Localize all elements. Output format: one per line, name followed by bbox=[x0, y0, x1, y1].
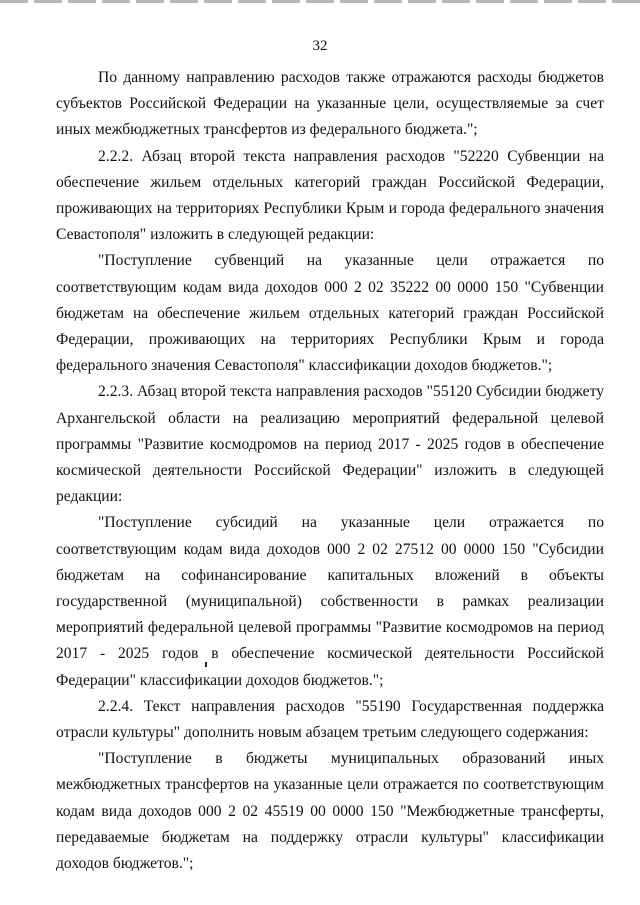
paragraph-subsidies-quote: "Поступление субсидий на указанные цели отражается по соответствующим кодам вида доходов 000 2 02 27512 00 0000 150 "Субсидии бюджетам на софинансирование капитальных вложений в объекты государственной (муниципальной) собственности в рамках реализации мероприятий федеральной целевой программы "Развитие космодромов на период 2017 - 2025 годов в обеспечение космической деятельности Российской Федерации" классификации доходов бюджетов."; bbox=[56, 514, 604, 689]
paragraph-2-2-2: 2.2.2. Абзац второй текста направления расходов "52220 Субвенции на обеспечение жильем отдельных категорий граждан Российской Федерации, проживающих на территориях Республики Крым и города федерального значения Севастополя" изложить в следующей редакции: bbox=[56, 147, 604, 244]
paragraph-other-transfers: По данному направлению расходов также отражаются расходы бюджетов субъектов Российской Федерации на указанные цели, осуществляемые за счет иных межбюджетных трансфертов из федерального бюджета."; bbox=[56, 69, 604, 139]
paragraph-2-2-3: 2.2.3. Абзац второй текста направления расходов "55120 Субсидии бюджету Архангельской области на реализацию мероприятий федеральной целевой программы "Развитие космодромов на период 2017 - 2025 годов в обеспечение космической деятельности Российской Федерации" изложить в следующей редакции: bbox=[56, 383, 604, 506]
scan-speck bbox=[205, 662, 207, 667]
paragraph-2-2-4: 2.2.4. Текст направления расходов "55190 Государственная поддержка отрасли культуры" дополнить новым абзацем третьим следующего содержания: bbox=[56, 697, 604, 742]
paragraph-culture-quote: "Поступление в бюджеты муниципальных образований иных межбюджетных трансфертов на указанные цели отражается по соответствующим кодам вида доходов 000 2 02 45519 00 0000 150 "Межбюджетные трансферты, передаваемые бюджетам на поддержку отрасли культуры" классификации доходов бюджетов."; bbox=[56, 750, 604, 873]
page-number: 32 bbox=[312, 38, 328, 54]
paragraph-subventions-quote: "Поступление субвенций на указанные цели отражается по соответствующим кодам вида доходов 000 2 02 35222 00 0000 150 "Субвенции бюджетам на обеспечение жильем отдельных категорий граждан Российской Федерации, проживающих на территориях Республики Крым и города федерального значения Севастополя" классификации доходов бюджетов."; bbox=[56, 252, 604, 375]
page-top-edge bbox=[0, 0, 640, 3]
document-body bbox=[56, 65, 604, 877]
